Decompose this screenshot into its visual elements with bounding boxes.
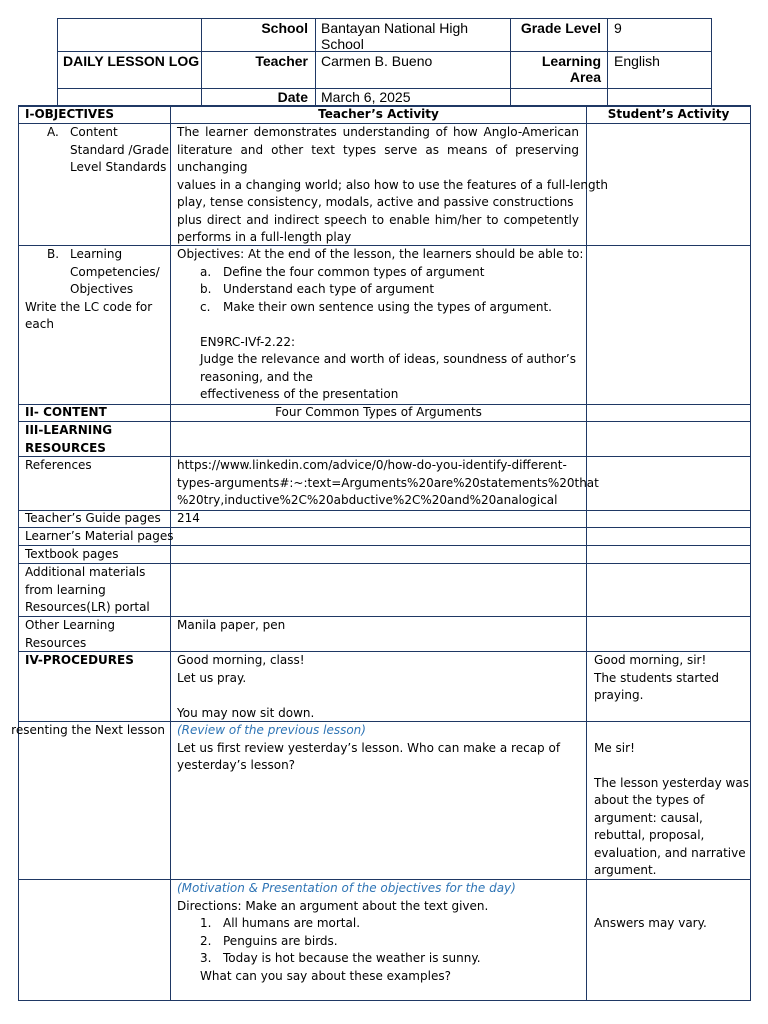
content-standard-label-3: Level Standards: [70, 160, 167, 174]
objective-marker: c.: [200, 299, 211, 314]
school-value: Bantayan National High: [321, 20, 469, 36]
motivation-directions: Directions: Make an argument about the text given.: [177, 898, 489, 913]
competencies-label: Learning: [70, 247, 123, 261]
school-value-cont: School: [321, 36, 364, 52]
additional-materials-label-cont: from learning: [25, 582, 106, 597]
objective-item: Define the four common types of argument: [223, 264, 485, 279]
teacher-activity-header: Teacher’s Activity: [318, 107, 439, 121]
learning-area-label-cont: Area: [569, 69, 601, 85]
motivation-item: Today is hot because the weather is sunny.: [223, 951, 481, 965]
review-row-label: resenting the Next lesson: [11, 723, 165, 737]
student-activity-header: Student’s Activity: [607, 107, 730, 121]
additional-materials-label-cont: Resources(LR) portal: [25, 600, 150, 614]
content-standard-text-line: literature and other text types serve as means of preserving: [177, 142, 579, 157]
date-value: March 6, 2025: [321, 89, 411, 105]
procedure-teacher-line: Let us pray.: [177, 670, 247, 685]
grade-level-label: Grade Level: [520, 20, 601, 36]
procedures-label: IV-PROCEDURES: [25, 653, 134, 667]
reference-link-cont[interactable]: types-arguments#:~:text=Arguments%20are%20statements%20that: [177, 475, 599, 490]
review-student-line: Me sir!: [594, 740, 635, 755]
procedure-student-line: praying.: [594, 688, 644, 702]
procedure-student-line: Good morning, sir!: [594, 653, 707, 667]
objectives-intro: Objectives: At the end of the lesson, the learners should be able to:: [177, 247, 584, 261]
teachers-guide-value: 214: [177, 511, 200, 525]
learning-resources-label: III-LEARNING: [25, 423, 113, 437]
references-label: References: [25, 458, 92, 472]
review-heading: (Review of the previous lesson): [177, 723, 366, 737]
content-standard-label-2: Standard /Grade: [70, 142, 170, 157]
page-title: DAILY LESSON LOG: [63, 53, 200, 69]
competencies-label-3: Objectives: [70, 282, 134, 296]
content-standard-marker: A.: [47, 125, 59, 139]
content-standard-text-line: performs in a full-length play: [177, 230, 352, 244]
content-value: Four Common Types of Arguments: [275, 405, 482, 419]
motivation-item: Penguins are birds.: [223, 933, 338, 948]
review-teacher-line: yesterday’s lesson?: [177, 758, 296, 772]
review-student-line: argument.: [594, 863, 657, 877]
motivation-student-answer: Answers may vary.: [594, 916, 707, 930]
other-resources-label: Other Learning: [25, 618, 115, 632]
review-teacher-line: Let us first review yesterday’s lesson. Who can make a recap of: [177, 740, 561, 755]
learners-material-label: Learner’s Material pages: [25, 529, 174, 543]
competencies-label-2: Competencies/: [70, 264, 160, 279]
motivation-item-marker: 2.: [200, 933, 212, 948]
other-resources-value: Manila paper, pen: [177, 618, 286, 632]
objective-marker: a.: [200, 264, 212, 279]
content-standard-label: Content: [70, 125, 118, 139]
procedure-student-line: The students started: [594, 670, 720, 685]
motivation-heading: (Motivation & Presentation of the objectives for the day): [177, 881, 516, 895]
review-student-line: The lesson yesterday was: [594, 775, 749, 790]
objective-marker: b.: [200, 282, 212, 296]
content-standard-text-line: unchanging: [177, 160, 248, 174]
school-label: School: [261, 20, 308, 36]
lc-code-description: Judge the relevance and worth of ideas, soundness of author’s: [200, 352, 576, 366]
reference-link[interactable]: https://www.linkedin.com/advice/0/how-do-you-identify-different-: [177, 458, 567, 472]
review-student-line: about the types of: [594, 793, 705, 807]
objective-item: Understand each type of argument: [223, 282, 435, 296]
teacher-label: Teacher: [255, 53, 308, 69]
lc-code: EN9RC-IVf-2.22:: [200, 334, 296, 349]
reference-link-cont[interactable]: %20try,inductive%2C%20abductive%2C%20and%20analogical: [177, 493, 558, 507]
teachers-guide-label: Teacher’s Guide pages: [25, 511, 161, 525]
motivation-item: All humans are mortal.: [223, 916, 361, 930]
objectives-header: I-OBJECTIVES: [25, 107, 115, 121]
date-label: Date: [277, 89, 308, 105]
lc-code-description-cont: effectiveness of the presentation: [200, 387, 399, 401]
competencies-label-5: each: [25, 317, 54, 331]
review-student-line: rebuttal, proposal,: [594, 828, 705, 842]
learning-area-value: English: [614, 53, 660, 69]
content-standard-text-line: plus direct and indirect speech to enable him/her to competently: [177, 212, 579, 227]
motivation-item-marker: 1.: [200, 916, 212, 930]
content-standard-text-line: values in a changing world; also how to use the features of a full-length: [177, 177, 608, 192]
learning-area-label: Learning: [541, 53, 601, 69]
procedure-teacher-line: You may now sit down.: [177, 705, 315, 720]
grade-level-value: 9: [614, 20, 622, 36]
textbook-pages-label: Textbook pages: [25, 547, 119, 561]
objective-item: Make their own sentence using the types of argument.: [223, 299, 552, 314]
additional-materials-label: Additional materials: [25, 565, 146, 579]
content-label: II- CONTENT: [25, 405, 107, 419]
content-standard-text-line: The learner demonstrates understanding of how Anglo-American: [177, 125, 579, 139]
lc-code-description-cont: reasoning, and the: [200, 369, 313, 384]
teacher-value: Carmen B. Bueno: [321, 53, 433, 69]
learning-resources-label-cont: RESOURCES: [25, 440, 106, 455]
other-resources-label-cont: Resources: [25, 635, 87, 650]
motivation-item-marker: 3.: [200, 951, 212, 965]
procedure-teacher-line: Good morning, class!: [177, 653, 305, 667]
competencies-marker: B.: [47, 247, 60, 261]
review-student-line: argument: causal,: [594, 810, 703, 825]
content-standard-text-line: play, tense consistency, modals, active and passive constructions: [177, 195, 574, 209]
motivation-question: What can you say about these examples?: [200, 968, 451, 983]
competencies-label-4: Write the LC code for: [25, 299, 153, 314]
review-student-line: evaluation, and narrative: [594, 845, 746, 860]
